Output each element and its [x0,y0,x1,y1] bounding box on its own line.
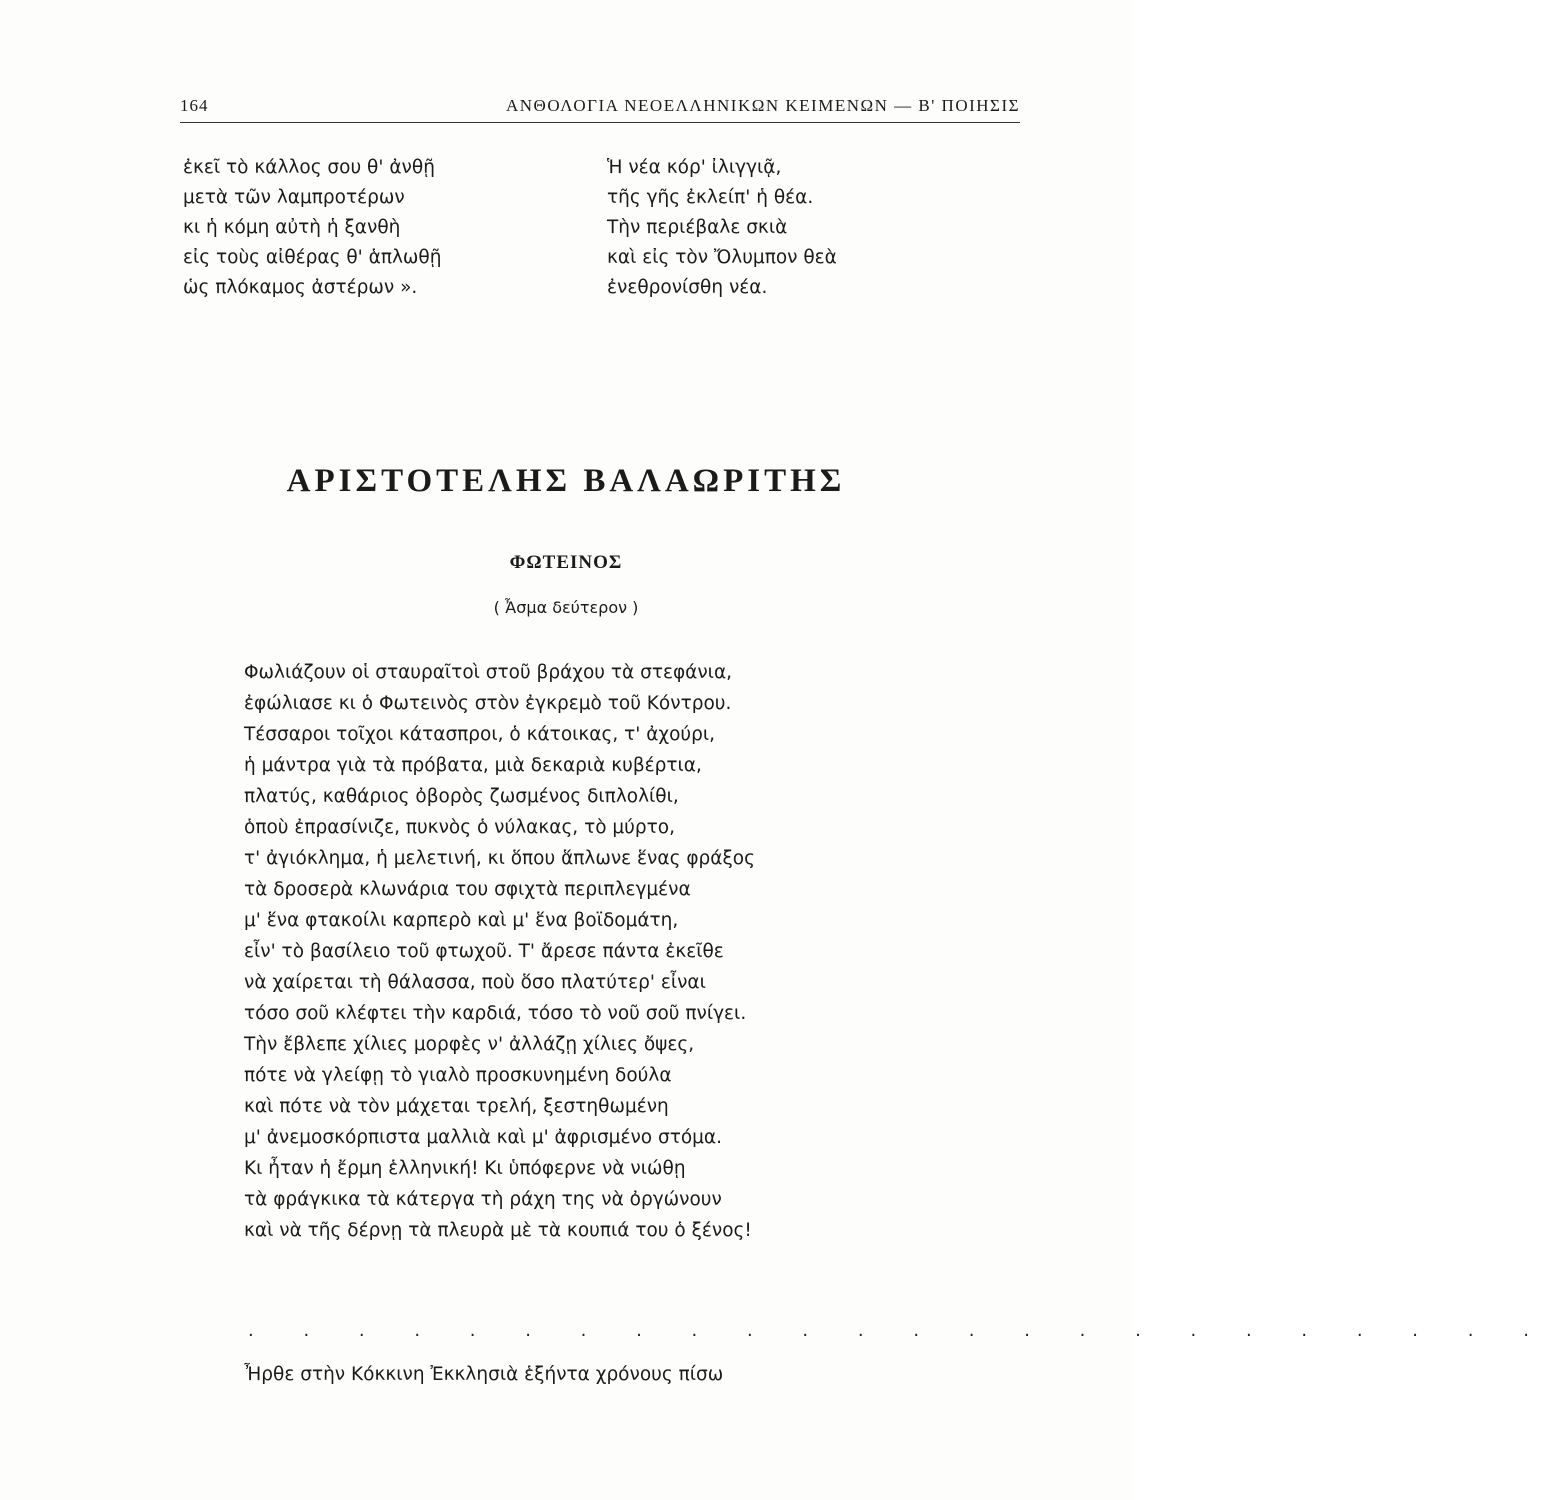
stanza-separator-dots: . . . . . . . . . . . . . . . . . . . . . . . . [248,1320,1551,1341]
poem-line: τὰ φράγκικα τὰ κάτεργα τὴ ράχη της νὰ ὀργώνουν [244,1189,722,1210]
running-header [180,96,1020,126]
author-heading: ΑΡΙΣΤΟΤΕΛΗΣ ΒΑΛΑΩΡΙΤΗΣ [286,463,846,499]
header-rule [180,122,1020,123]
poem-line: ἐφώλιασε κι ὁ Φωτεινὸς στὸν ἐγκρεμὸ τοῦ Κόντρου. [244,693,732,714]
verse-line: Τὴν περιέβαλε σκιὰ [607,217,788,238]
poem-line: καὶ νὰ τῆς δέρνῃ τὰ πλευρὰ μὲ τὰ κουπιά του ὁ ξένος! [244,1220,752,1241]
poem-line: εἶν' τὸ βασίλειο τοῦ φτωχοῦ. Τ' ἄρεσε πάντα ἐκεῖθε [244,941,724,962]
poem-line: Φωλιάζουν οἱ σταυραῖτοὶ στοῦ βράχου τὰ στεφάνια, [244,662,733,683]
verse-line: κι ἡ κόμη αὐτὴ ἡ ξανθὴ [183,217,401,238]
poem-line: πότε νὰ γλείφῃ τὸ γιαλὸ προσκυνημένη δούλα [244,1065,672,1086]
verse-line: μετὰ τῶν λαμπροτέρων [183,187,405,208]
poem-line: Τέσσαροι τοῖχοι κάτασπροι, ὁ κάτοικας, τ' ἀχούρι, [244,724,716,745]
verse-line: Ἡ νέα κόρ' ἰλιγγιᾷ, [607,157,782,178]
top-verse-right-column [607,153,837,303]
poem-line: τὰ δροσερὰ κλωνάρια του σφιχτὰ περιπλεγμένα [244,879,691,900]
poem-line: μ' ἀνεμοσκόρπιστα μαλλιὰ καὶ μ' ἀφρισμένο στόμα. [244,1127,723,1148]
poem-line: Κι ἦταν ἡ ἔρμη ἑλληνική! Κι ὑπόφερνε νὰ νιώθῃ [244,1158,686,1179]
verse-line: ὡς πλόκαμος ἀστέρων ». [183,277,418,298]
poem-title: ΦΩΤΕΙΝΟΣ [509,552,623,573]
poem-line: νὰ χαίρεται τὴ θάλασσα, ποὺ ὅσο πλατύτερ' εἶναι [244,972,706,993]
verse-line: εἰς τοὺς αἰθέρας θ' ἁπλωθῇ [183,247,442,268]
verse-line: ἐνεθρονίσθη νέα. [607,277,768,298]
verse-line: τῆς γῆς ἐκλείπ' ἡ θέα. [607,187,814,208]
poem-line: καὶ πότε νὰ τὸν μάχεται τρελή, ξεστηθωμένη [244,1096,669,1117]
verse-line: ἐκεῖ τὸ κάλλος σου θ' ἀνθῇ [183,157,435,178]
poem-line: Τὴν ἔβλεπε χίλιες μορφὲς ν' ἀλλάζῃ χίλιες ὄψες, [244,1034,695,1055]
top-verse-left-column [183,153,441,303]
poem-line: τόσο σοῦ κλέφτει τὴν καρδιά, τόσο τὸ νοῦ σοῦ πνίγει. [244,1003,747,1024]
running-header-title: ΑΝΘΟΛΟΓΙΑ ΝΕΟΕΛΛΗΝΙΚΩΝ ΚΕΙΜΕΝΩΝ — Β' ΠΟΙΗΣΙΣ [505,96,1020,115]
poem-line: τ' ἀγιόκλημα, ἡ μελετινή, κι ὅπου ἅπλωνε ἕνας φράξος [244,848,755,869]
poem-line: ἡ μάντρα γιὰ τὰ πρόβατα, μιὰ δεκαριὰ κυβέρτια, [244,755,702,776]
poem-line: μ' ἕνα φτακοίλι καρπερὸ καὶ μ' ἕνα βοϊδομάτη, [244,910,679,931]
poem-line: ὁποὺ ἐπρασίνιζε, πυκνὸς ὁ νύλακας, τὸ μύρτο, [244,817,675,838]
poem-subtitle: ( Ἆσμα δεύτερον ) [493,598,639,617]
verse-line: καὶ εἰς τὸν Ὄλυμπον θεὰ [607,247,837,268]
page-number: 164 [180,96,209,115]
poem-last-line: Ἦρθε στὴν Κόκκινη Ἐκκλησιὰ ἑξήντα χρόνους πίσω [244,1364,724,1385]
poem-line: πλατύς, καθάριος ὀβορὸς ζωσμένος διπλολίθι, [244,786,679,807]
